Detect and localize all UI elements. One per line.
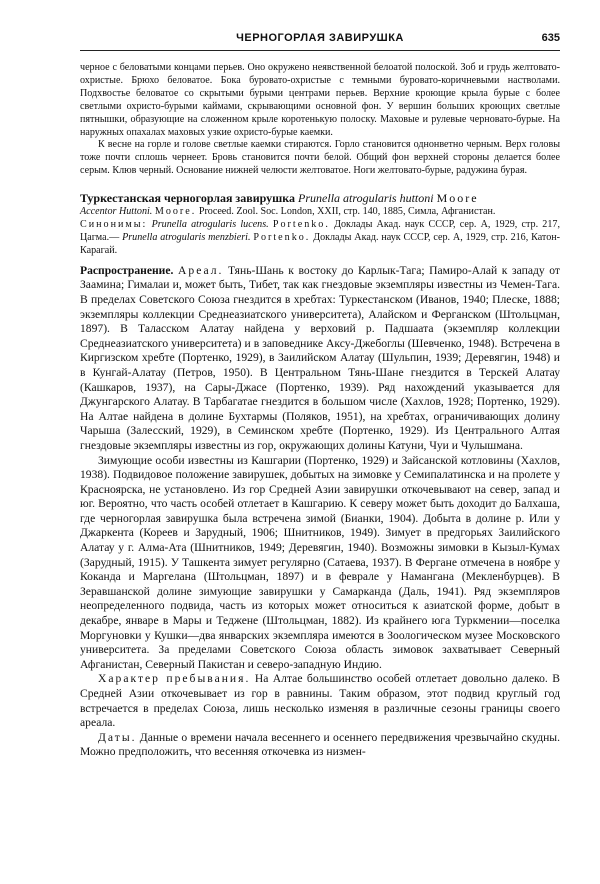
synonym-text-1: Доклады Акад. наук СССР, сер. А, 1929, стр. 217, Цагма.— (80, 219, 560, 243)
range-label: Ареал. (178, 263, 224, 277)
reference-author: Moore. (154, 206, 197, 218)
synonym-text-2: Доклады Акад. наук СССР, сер. А, 1929, стр. 216, Катон-Карагай. (80, 231, 561, 256)
running-header (80, 32, 560, 51)
species-name-latin: Prunella atrogularis huttoni (298, 191, 434, 206)
distribution-heading: Распространение. (80, 263, 174, 277)
dates-text: Данные о времени начала весеннего и осеннего передвижения чрезвычайно скудны. Можно предположить, что весенняя откочевка из низмен- (80, 730, 560, 759)
residency-label: Характер пребывания. (98, 672, 251, 686)
synonyms-label: Синонимы: (80, 219, 148, 231)
synonym-latin-2: Prunella atrogularis menzbieri. (122, 231, 251, 243)
species-author: Moore (436, 191, 479, 206)
residency-paragraph (80, 672, 560, 730)
dates-paragraph (80, 731, 560, 760)
range-text: Тянь-Шань к востоку до Карлык-Тага; Памиро-Алай к западу от Заамина; Гималаи и, может быть, Тибет, так как гнездовые экземпляры известны из Чемен-Тага. В пределах Советского Союза гнездится в хребтах: Туркестанском (Иванов, 1940; Плеске, 1888; экземпляры коллекции Среднеазиатского университета), Алайском и Ферганском (Штольцман, 1897). В Таласском Алатау найдена у верховий р. Падшаата (экземпляр коллекции Среднеазиатского университета) и в заповеднике Аксу-Джебоглы (Шевченко, 1948). Встречена в Киргизском хребте (Портенко, 1929), в Заилийском Алатау (Шульпин, 1939; Деревягин, 1948) и в Кунгай-Алатау (Петров, 1950). В Центральном Тянь-Шане гнездится в Терскей Алатау (Кашкаров, 1937), на Сары-Джасе (Портенко, 1939). Ряд нахождений указывается для Джунгарского Алатау. В Тарбагатае гнездится в большом числе (Хахлов, 1928; Портенко, 1929). На Алтае найдена в долине Бухтармы (Поляков, 1951), на хребтах, ограничивающих долину Чарыша (Залесский, 1929), в Семинском хребте (Портенко, 1929). Из Центрального Алтая гнездовые экземпляры известны из гор, окружающих долины Катуни, Чуи и Чулышмана. (80, 263, 560, 452)
running-title: ЧЕРНОГОРЛАЯ ЗАВИРУШКА (236, 32, 404, 44)
plumage-description-paragraph: черное с беловатыми концами перьев. Оно окружено неявственной белоатой полоской. Зоб и грудь желтовато-охристые. Брюхо беловатое. Бока буровато-охристые с темными буровато-коричневыми настволами. Подхвостье беловатое со скрытыми бурыми центрами перьев. Верхние кроющие крыла бурые с более светлыми охристо-бурыми каймами, скрывающими основной фон. У вершин больших кроющих светлые пятнышки, образующие на сложенном крыле коротенькую полоску. Маховые и рулевые черновато-бурые. На наружных опахалах маховых узкие охристо-бурые каемки. (80, 62, 560, 138)
distribution-paragraph (80, 264, 560, 454)
reference-latin-name: Accentor Huttoni. (80, 206, 153, 218)
dates-label: Даты. (98, 730, 137, 744)
species-name-ru: Туркестанская черногорлая завирушка (80, 191, 296, 206)
species-heading (80, 191, 560, 206)
synonym-author-1: Portenko. (272, 219, 330, 231)
wintering-paragraph: Зимующие особи известны из Кашгарии (Портенко, 1929) и Зайсанской котловины (Хахлов, 1938). Подвидовое положение завирушек, добытых на зимовке у Семипалатинска и на пролете у Красноярска, не установлено. Из гор Средней Азии завирушки откочевывают на север, запад и юг. Вероятно, что часть особей отлетает в Кашгарию. К северу может быть доходит до Балхаша, где черногорлая завирушка была встречена зимой (Бианки, 1904). Добыта в долине р. Или у Джаркента (Кореев и Зарудный, 1906; Шнитников, 1949). Зимует в предгорьях Заилийского Алатау у г. Алма-Ата (Шнитников, 1949; Деревягин, 1940). Возможны зимовки в Кызыл-Кумах (Зарудный, 1915). У Ташкента зимует регулярно (Сатаева, 1937). В Фергане отмечена в ноябре у Коканда и Маргелана (Штольцман, 1897) и в феврале у Намангана (Мекленбурцев). В Зеравшанской долине зимующие завирушки у Самарканда (Даль, 1941). Ряд экземпляров неопределенного подвида, часть из которых может относиться к азиатской форме, добыт в декабре, январе в Мары и Теджене (Штольцман, 1882). Из крайнего юга Туркмении—поселка Моргуновки у Кушки—два январских экземпляра имеются в Зоологическом музее Московского университета. За пределами Советского Союза область зимовок захватывает Северный Афганистан, Северный Пакистан и северо-западную Индию. (80, 453, 560, 671)
synonym-latin-1: Prunella atrogularis lucens. (151, 219, 269, 231)
synonym-author-2: Portenko. (253, 231, 311, 243)
page-number: 635 (541, 32, 560, 44)
synonyms (80, 219, 560, 258)
reference-text: Proceed. Zool. Soc. London, XXII, стр. 140, 1885, Симла, Афганистан. (198, 206, 496, 218)
page-content (80, 62, 560, 760)
original-reference (80, 206, 560, 219)
spring-plumage-paragraph: К весне на горле и голове светлые каемки стираются. Горло становится однонветно черным. Верх головы тоже почти сплошь чернеет. Бровь становится почти белой. Общий фон верхней стороны делается более серым. Клюв черный. Основание нижней челюсти желтоватое. Ноги желтовато-бурые, радужина бурая. (80, 139, 560, 177)
residency-text: На Алтае большинство особей отлетает довольно далеко. В Средней Азии откочевывает из гор в равнины. Таким образом, этот подвид круглый год встречается в пределах Союза, лишь несколько изменяя в различные сезоны границы своего ареала. (80, 672, 560, 730)
